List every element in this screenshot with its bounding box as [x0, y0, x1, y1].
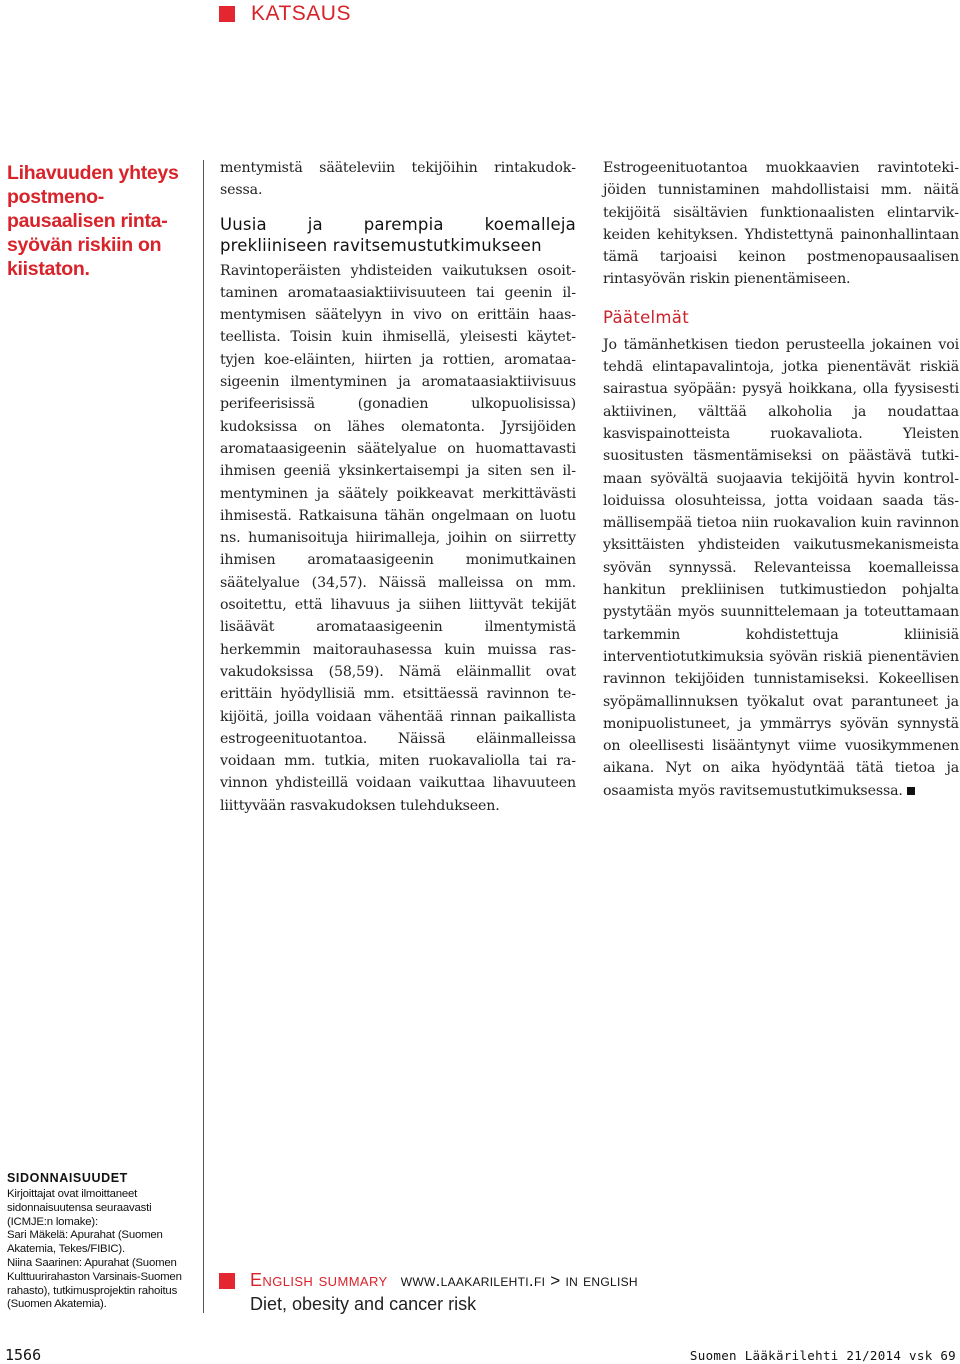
summary-marker	[219, 1273, 235, 1289]
english-summary-row	[250, 1270, 638, 1291]
disclosures-body	[7, 1188, 187, 1312]
english-summary-title: Diet, obesity and cancer risk	[250, 1294, 477, 1314]
column-divider	[203, 160, 204, 1313]
article-column-2	[603, 157, 959, 802]
section-tag: KATSAUS	[251, 2, 351, 25]
conclusion-text: Jo tämänhetkisen tiedon perusteella jokainen voi tehdä elintapavalintoja, jotka pienentävät riskiä sairastua syöpään: pysyä hoikkana, olla fyysisesti aktiivinen, välttää alkoholia ja noudattaa kasvispainotteista ruokavaliota. Yleisten suositusten täsmentämiseksi on päästävä tutkimaan syövältä suojaavia tekijöitä hyvin kontrolloiduissa olosuhteissa, jotta voidaan saada täsmällisempää tietoa niin ruokavalion kuin ravinnon yksittäisten yhdisteiden vaikutusmekanismeista syövän synnyssä. Relevanteissa koemalleissa hankitun prekliinisen tutkimustiedon pohjalta pystytään myös suunnittelemaan ja toteuttamaan tarkemmin kohdistettuja kliinisiä interventiotutkimuksia syövän riskiä pienentävien ravinnon tekijöiden tunnistamiseksi. Kokeellisen syöpämallinnuksen työkalut ovat parantuneet ja monipuolistuneet, ja ymmärrys syövän synnystä on oleellisesti lisääntynyt viime vuosikymmenen aikana. Nyt on aika hyödyntää tätä tietoa ja osaamista myös ravitsemustutkimuksessa.	[603, 336, 959, 799]
article-column-1	[220, 157, 576, 817]
subheading-koemallit: Uusia ja parempia koemalleja prekliiniseen ravitsemustutkimukseen	[220, 214, 576, 255]
disclosures-intro: Kirjoittajat ovat ilmoittaneet sidonnaisuutensa seuraavasti (ICMJE:n lomake):	[7, 1188, 152, 1228]
page-number: 1566	[5, 1346, 42, 1364]
english-summary-label: English summary	[250, 1270, 388, 1290]
disclosure-saarinen: Niina Saarinen: Apurahat (Suomen Kulttuurirahaston Varsinais-Suomen rahasto), tutkimusprojektin rahoitus (Suomen Akatemia).	[7, 1256, 182, 1311]
subheading-paatelmat: Päätelmät	[603, 307, 689, 327]
column2-paragraph	[603, 334, 959, 802]
disclosure-makela: Sari Mäkelä: Apurahat (Suomen Akatemia, Tekes/FIBIC).	[7, 1229, 163, 1256]
journal-issue: Suomen Lääkärilehti 21/2014 vsk 69	[689, 1348, 956, 1363]
end-of-article-mark	[907, 787, 915, 795]
column2-lead-paragraph: Estrogeenituotantoa muokkaavien ravintotekijöiden tunnistaminen mahdollistaisi mm. näitä tekijöitä sisältävien funktionaalisten elintarvikkeiden kehityksen. Yhdistettynä painonhallintaan tämä tarjoaisi keinon postmenopausaalisen rintasyövän riskin pienentämiseen.	[603, 160, 959, 288]
pull-quote: Lihavuuden yhteys postmenopausaalisen rintasyövän riskiin on kiistaton.	[7, 162, 179, 280]
column1-paragraph: Ravintoperäisten yhdisteiden vaikutuksen osoittaminen aromataasiaktiivisuuteen tai geenin ilmentymisen säätelyyn in vivo on erittäin haasteellista. Toisin kuin ihmisellä, yleisesti käytettyjen koe-eläinten, hiirten ja rottien, aromataasigeenin ilmentyminen ja aromataasiaktiivisuus perifeerisissä (gonadien ulkopuolisissa) kudoksissa on lähes olematonta. Jyrsijöiden aromataasigeenin säätelyalue on huomattavasti ihmisen geeniä yksinkertaisempi ja siten sen ilmentyminen ja säätely poikkeavat merkittävästi ihmisestä. Ratkaisuna tähän ongelmaan on luotu ns. humanisoituja hiirimalleja, joihin on siirretty ihmisen aromataasigeenin monimutkainen säätelyalue (34,57). Näissä malleissa on mm. osoitettu, että lihavuus ja siihen liittyvät tekijät lisäävät aromataasigeenin ilmentymistä herkemmin maitorauhasessa kuin muissa rasvakudoksissa (58,59). Nämä eläinmallit ovat erittäin hyödyllisiä mm. etsittäessä ravinnon tekijöitä, joilla voidaan vähentää rinnan paikallista estrogeenituotantoa. Näissä eläinmalleissa voidaan mm. tutkia, miten ruokavaliolla tai ravinnon yhdisteillä voidaan vaikuttaa lihavuuteen liittyvään rasvakudoksen tulehdukseen.	[220, 262, 576, 814]
disclosures-title: SIDONNAISUUDET	[7, 1171, 128, 1185]
section-marker	[219, 6, 235, 22]
english-summary-link[interactable]: www.laakarilehti.fi > in english	[400, 1271, 638, 1290]
column1-lead-paragraph: mentymistä sääteleviin tekijöihin rintakudoksessa.	[220, 160, 576, 199]
